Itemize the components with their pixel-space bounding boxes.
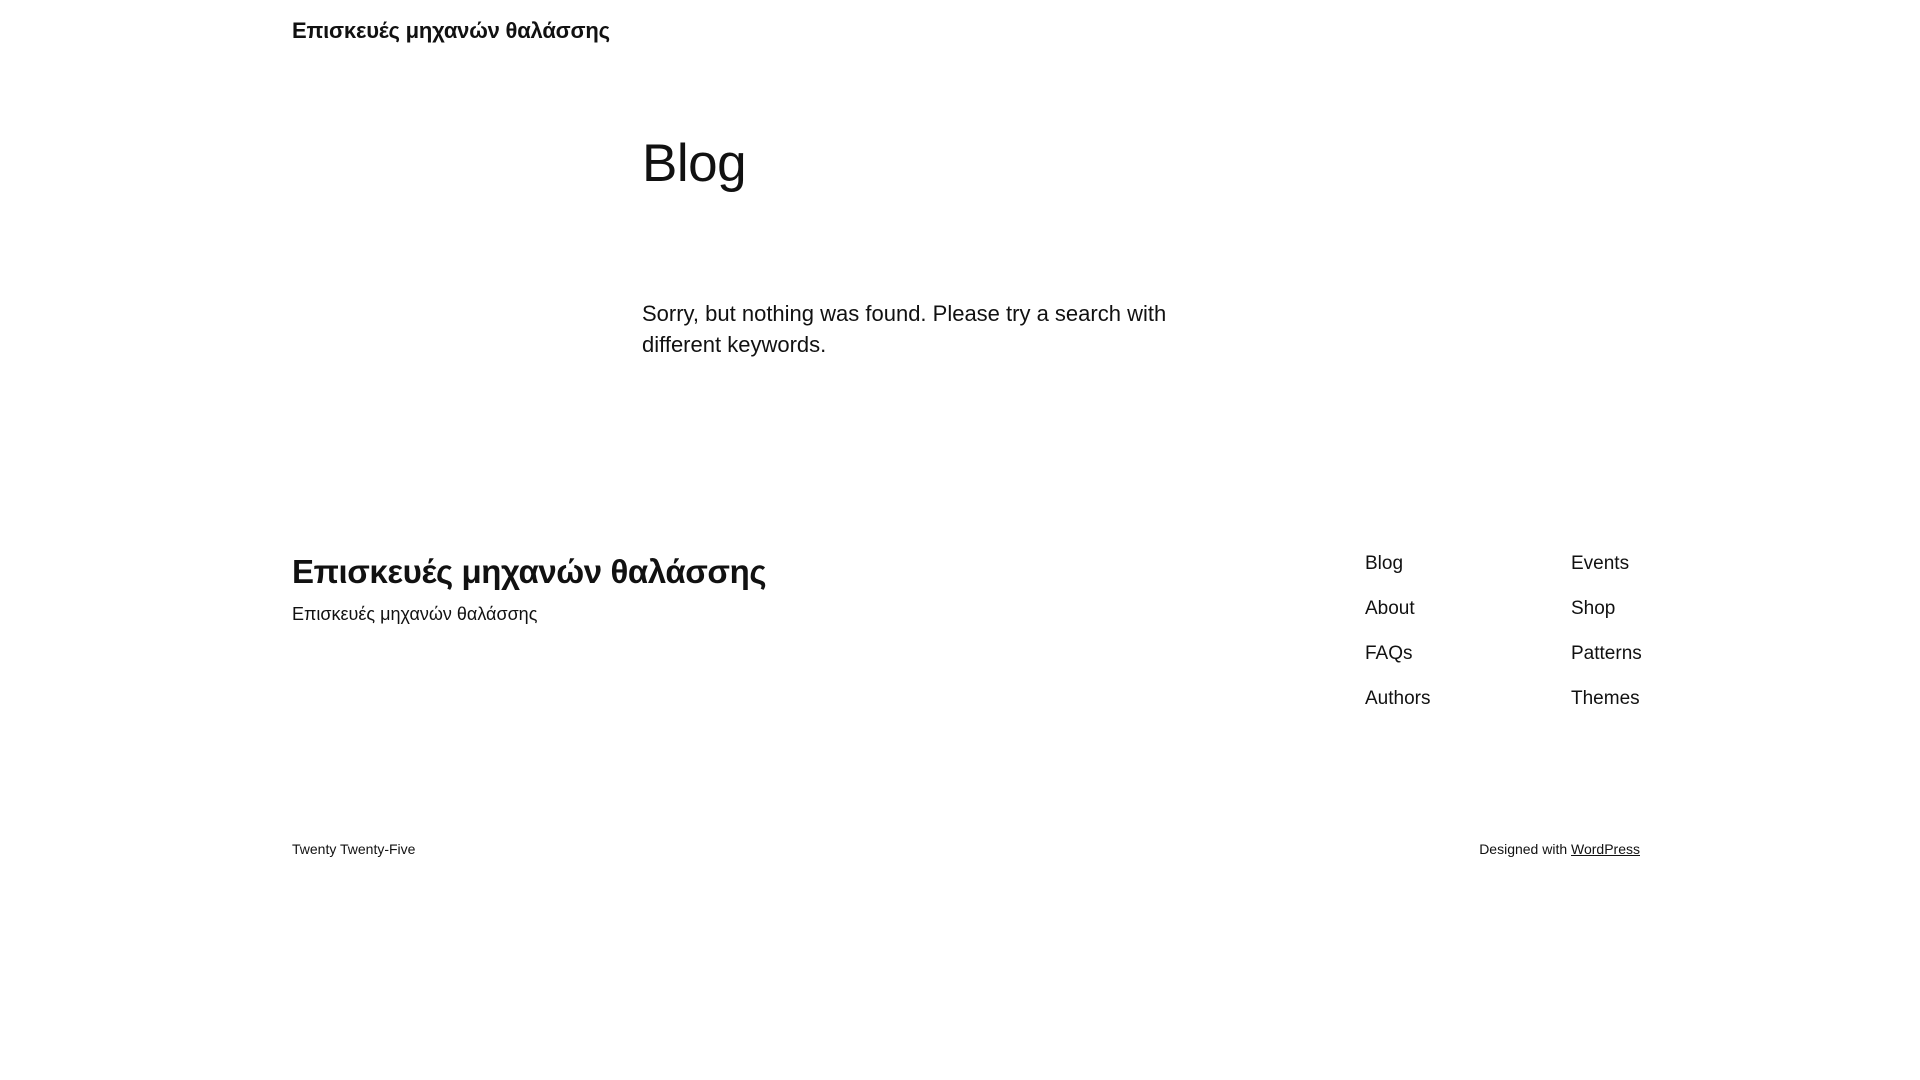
- footer-brand: [292, 548, 766, 625]
- no-results-message: Sorry, but nothing was found. Please try a search with different keywords.: [642, 301, 1167, 358]
- footer-site-title-link[interactable]: Επισκευές μηχανών θαλάσσης: [292, 553, 767, 590]
- designed-with-credit: [1479, 841, 1640, 857]
- footer-nav-column-1: [1365, 551, 1430, 731]
- theme-credit: Twenty Twenty-Five: [292, 841, 416, 857]
- footer-link-patterns[interactable]: Patterns: [1571, 643, 1642, 664]
- footer-link-themes[interactable]: Themes: [1571, 688, 1640, 709]
- main-content: [642, 135, 1202, 360]
- footer-nav-column-2: [1571, 551, 1642, 731]
- footer-link-authors[interactable]: Authors: [1365, 688, 1431, 709]
- footer-link-about[interactable]: About: [1365, 598, 1415, 619]
- page-title: Blog: [642, 134, 747, 193]
- footer-link-events[interactable]: Events: [1571, 553, 1630, 574]
- designed-with-prefix: Designed with: [1479, 841, 1568, 857]
- footer-link-blog[interactable]: Blog: [1365, 553, 1404, 574]
- site-title-link[interactable]: Επισκευές μηχανών θαλάσσης: [292, 18, 610, 43]
- wordpress-link[interactable]: WordPress: [1571, 841, 1640, 857]
- site-header: [292, 18, 610, 44]
- footer-tagline: Επισκευές μηχανών θαλάσσης: [292, 604, 538, 624]
- footer-link-faqs[interactable]: FAQs: [1365, 643, 1413, 664]
- footer-link-shop[interactable]: Shop: [1571, 598, 1616, 619]
